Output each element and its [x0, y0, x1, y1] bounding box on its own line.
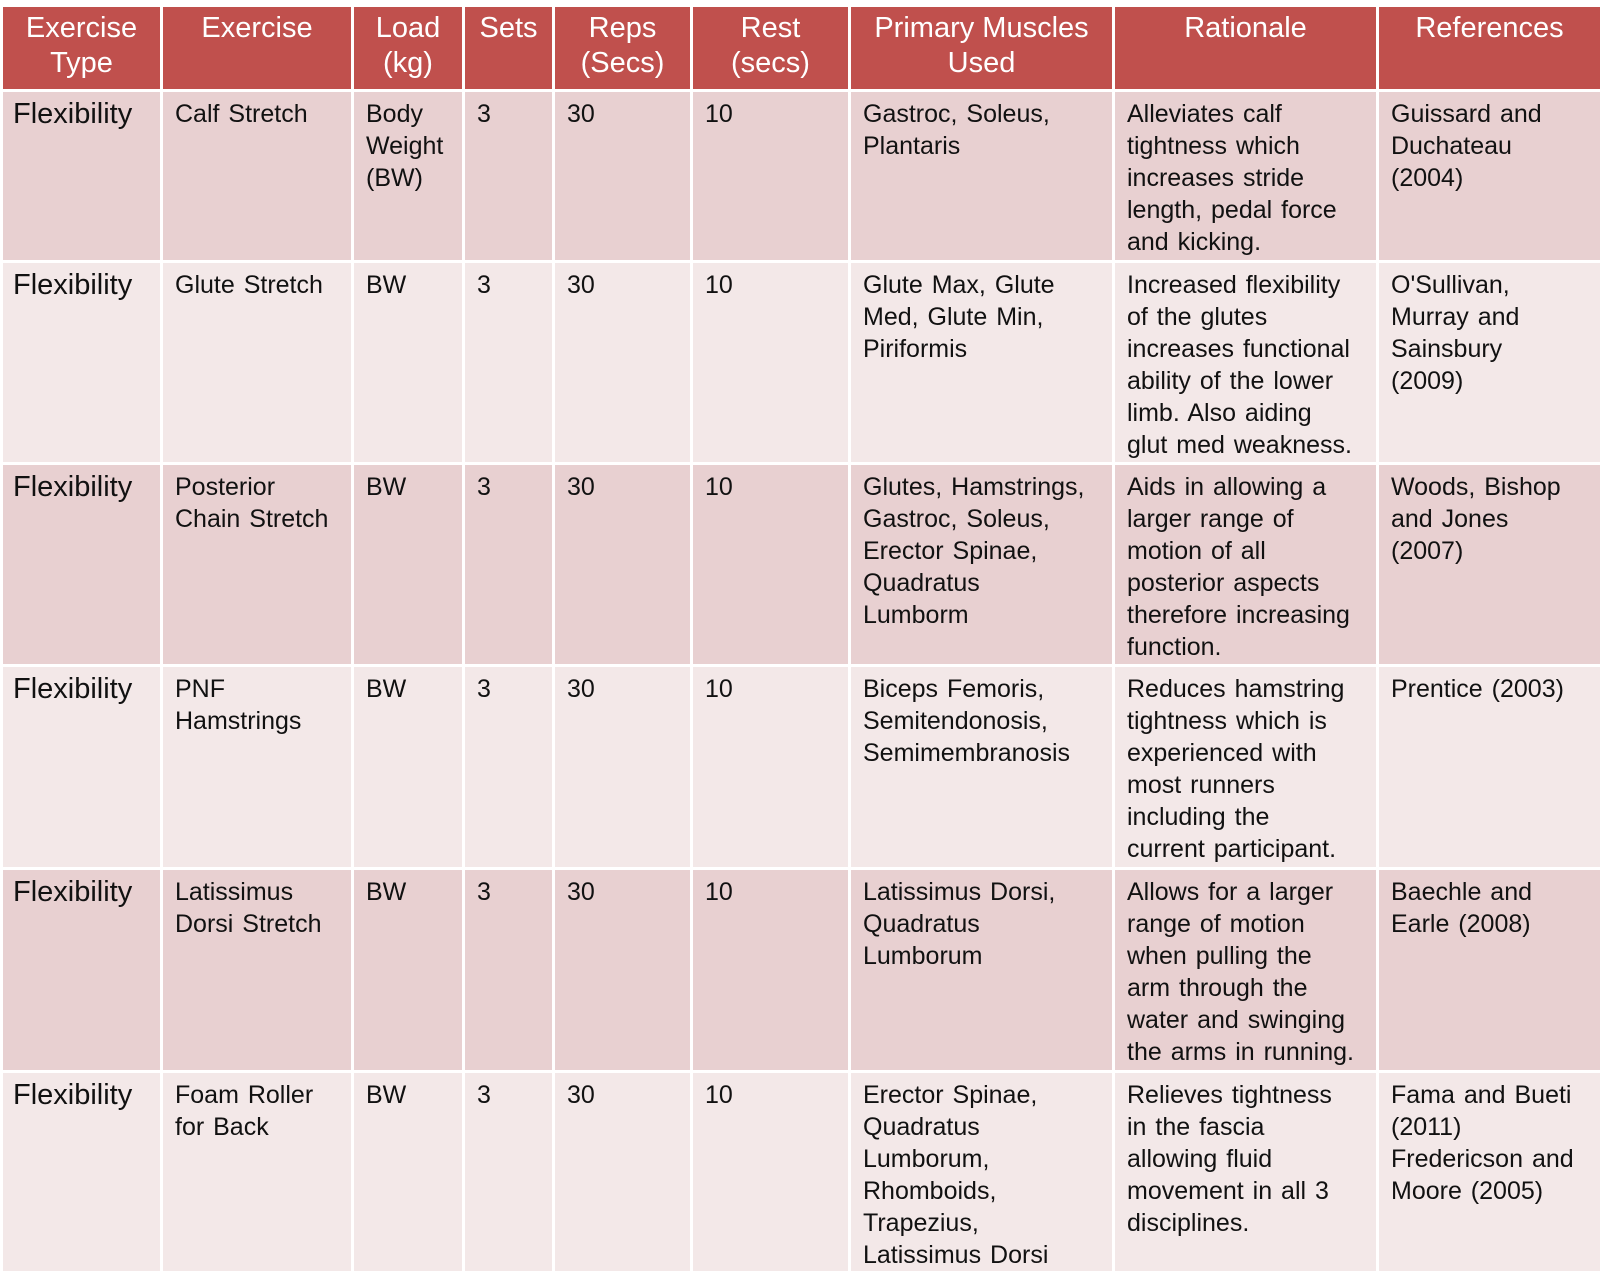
- cell-rest: 10: [692, 464, 850, 666]
- header-exercise: Exercise: [162, 6, 353, 91]
- cell-exercise: Latissimus Dorsi Stretch: [162, 869, 353, 1072]
- cell-reps: 30: [554, 1072, 692, 1273]
- header-rationale: Rationale: [1114, 6, 1378, 91]
- cell-references: Woods, Bishop and Jones (2007): [1378, 464, 1600, 666]
- cell-rest: 10: [692, 1072, 850, 1273]
- table-body: [2, 91, 1600, 1273]
- cell-primary-muscles: Glutes, Hamstrings, Gastroc, Soleus, Erector Spinae, Quadratus Lumborm: [850, 464, 1114, 666]
- cell-references: Guissard and Duchateau (2004): [1378, 91, 1600, 262]
- table-row: [2, 262, 1600, 464]
- header-references: References: [1378, 6, 1600, 91]
- cell-exercise: Posterior Chain Stretch: [162, 464, 353, 666]
- cell-rationale: Reduces hamstring tightness which is experienced with most runners including the current participant.: [1114, 666, 1378, 869]
- cell-primary-muscles: Erector Spinae, Quadratus Lumborum, Rhomboids, Trapezius, Latissimus Dorsi: [850, 1072, 1114, 1273]
- cell-sets: 3: [464, 91, 554, 262]
- cell-load: BW: [353, 262, 464, 464]
- cell-reps: 30: [554, 464, 692, 666]
- header-rest: Rest (secs): [692, 6, 850, 91]
- cell-reps: 30: [554, 869, 692, 1072]
- cell-load: Body Weight (BW): [353, 91, 464, 262]
- cell-load: BW: [353, 869, 464, 1072]
- header-load: Load (kg): [353, 6, 464, 91]
- cell-exercise-type: Flexibility: [2, 666, 162, 869]
- cell-primary-muscles: Gastroc, Soleus, Plantaris: [850, 91, 1114, 262]
- cell-exercise: Glute Stretch: [162, 262, 353, 464]
- cell-reps: 30: [554, 262, 692, 464]
- cell-sets: 3: [464, 869, 554, 1072]
- cell-references: Prentice (2003): [1378, 666, 1600, 869]
- cell-sets: 3: [464, 262, 554, 464]
- table-row: [2, 91, 1600, 262]
- cell-primary-muscles: Glute Max, Glute Med, Glute Min, Piriformis: [850, 262, 1114, 464]
- cell-exercise-type: Flexibility: [2, 464, 162, 666]
- cell-sets: 3: [464, 1072, 554, 1273]
- cell-rationale: Aids in allowing a larger range of motion of all posterior aspects therefore increasing function.: [1114, 464, 1378, 666]
- cell-load: BW: [353, 464, 464, 666]
- cell-rationale: Increased flexibility of the glutes increases functional ability of the lower limb. Also aiding glut med weakness.: [1114, 262, 1378, 464]
- header-reps: Reps (Secs): [554, 6, 692, 91]
- cell-rest: 10: [692, 262, 850, 464]
- cell-rest: 10: [692, 91, 850, 262]
- header-exercise-type: Exercise Type: [2, 6, 162, 91]
- cell-exercise-type: Flexibility: [2, 91, 162, 262]
- cell-exercise: Foam Roller for Back: [162, 1072, 353, 1273]
- cell-rationale: Allows for a larger range of motion when pulling the arm through the water and swinging the arms in running.: [1114, 869, 1378, 1072]
- table-row: [2, 869, 1600, 1072]
- cell-load: BW: [353, 666, 464, 869]
- table-row: [2, 1072, 1600, 1273]
- header-sets: Sets: [464, 6, 554, 91]
- cell-primary-muscles: Latissimus Dorsi, Quadratus Lumborum: [850, 869, 1114, 1072]
- cell-primary-muscles: Biceps Femoris, Semitendonosis, Semimembranosis: [850, 666, 1114, 869]
- cell-sets: 3: [464, 666, 554, 869]
- exercise-table: [0, 4, 1600, 1274]
- cell-rest: 10: [692, 869, 850, 1072]
- cell-load: BW: [353, 1072, 464, 1273]
- cell-references: Baechle and Earle (2008): [1378, 869, 1600, 1072]
- cell-exercise-type: Flexibility: [2, 1072, 162, 1273]
- cell-reps: 30: [554, 91, 692, 262]
- cell-sets: 3: [464, 464, 554, 666]
- cell-exercise-type: Flexibility: [2, 262, 162, 464]
- table-row: [2, 666, 1600, 869]
- cell-rationale: Relieves tightness in the fascia allowing fluid movement in all 3 disciplines.: [1114, 1072, 1378, 1273]
- cell-reps: 30: [554, 666, 692, 869]
- cell-rationale: Alleviates calf tightness which increases stride length, pedal force and kicking.: [1114, 91, 1378, 262]
- cell-exercise-type: Flexibility: [2, 869, 162, 1072]
- table-row: [2, 464, 1600, 666]
- cell-references: O'Sullivan, Murray and Sainsbury (2009): [1378, 262, 1600, 464]
- header-row: [2, 6, 1600, 91]
- cell-exercise: PNF Hamstrings: [162, 666, 353, 869]
- cell-exercise: Calf Stretch: [162, 91, 353, 262]
- cell-references: Fama and Bueti (2011) Fredericson and Moore (2005): [1378, 1072, 1600, 1273]
- cell-rest: 10: [692, 666, 850, 869]
- header-primary-muscles: Primary Muscles Used: [850, 6, 1114, 91]
